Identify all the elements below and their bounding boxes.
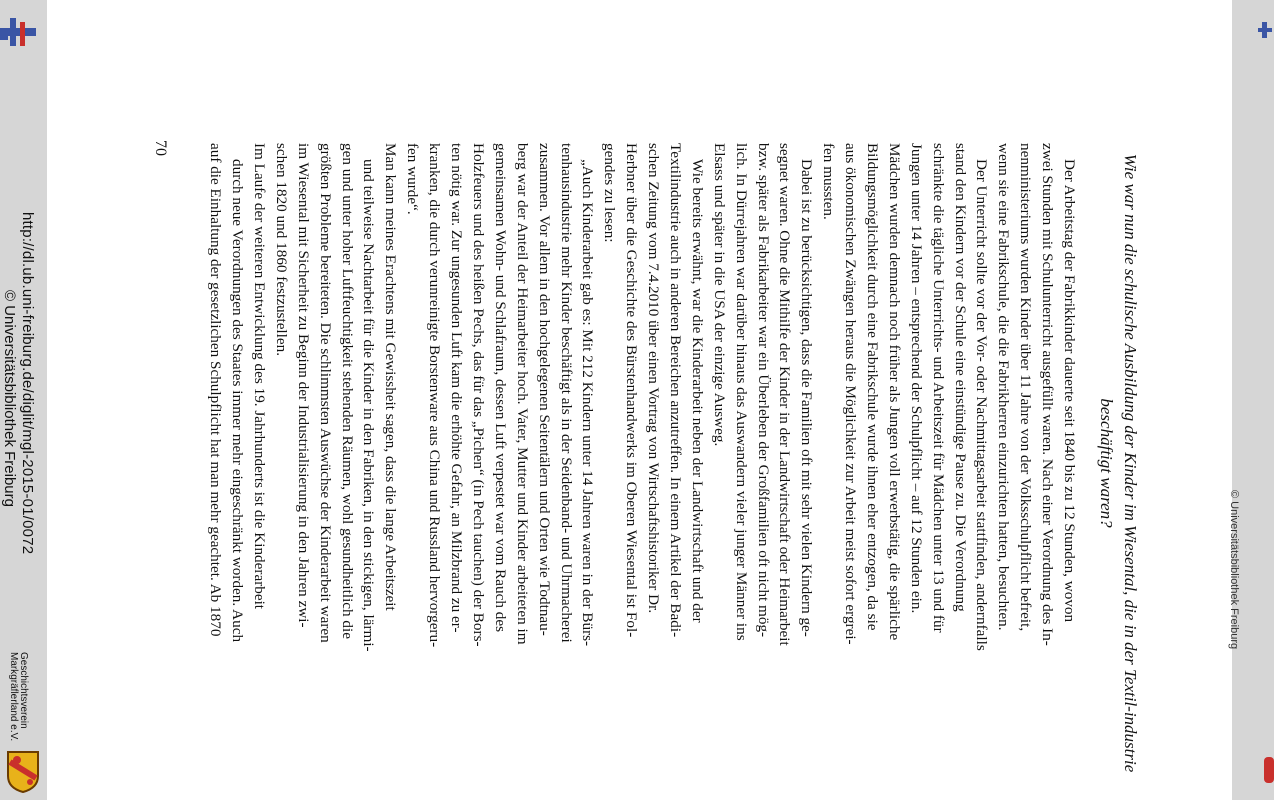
text-line: Dabei ist zu berücksichtigen, dass die Familien oft mit sehr vielen Kindern ge-	[798, 159, 816, 637]
source-url[interactable]: http://dl.ub.uni-freiburg.de/diglit/mgl-2015-01/0072	[19, 212, 36, 555]
text-line: schen Zeitung vom 7.4.2010 über einen Vortrag von Wirtschaftshistoriker Dr.	[645, 143, 663, 614]
section-title: Wie war nun die schulische Ausbildung der Kinder im Wiesental, die in der Textil-industrie beschäftigt waren?	[1097, 153, 1140, 773]
text-line: und teilweise Nachtarbeit für die Kinder in den Fabriken, in den stickigen, lärmi-	[360, 159, 378, 652]
society-crest-icon	[4, 748, 42, 794]
text-line: ten nötig war. Zur ungesunden Luft kam die erhöhte Gefahr, an Milzbrand zu er-	[448, 143, 466, 633]
text-line: zwei Stunden mit Schulunterricht ausgefüllt waren. Nach einer Verordnung des In-	[1039, 143, 1057, 646]
university-logo-icon	[0, 14, 40, 54]
text-line: kranken, die durch verunreinigte Borstenware aus China und Russland hervorgeru-	[426, 143, 444, 648]
text-line: schränkte die tägliche Unterrichts- und Arbeitszeit für Mädchen unter 13 und für	[929, 143, 947, 633]
text-line: Elsass und später in die USA der einzige Ausweg.	[710, 143, 728, 447]
text-line: segnet waren. Ohne die Mithilfe der Kinder in der Landwirtschaft oder Heimarbeit	[776, 143, 794, 646]
text-line: Jungen unter 14 Jahren – entsprechend der Schulpflicht – auf 12 Stunden ein.	[907, 143, 925, 614]
text-line: tenhausindustrie mehr Kinder beschäftigt als in der Seidenband- und Uhrmacherei	[557, 143, 575, 643]
text-line: nenministeriums wurden Kinder über 11 Jahre von der Volksschulpflicht befreit,	[1017, 143, 1035, 632]
right-viewer-panel	[1232, 0, 1274, 800]
text-line: Der Unterricht sollte vor der Vor- oder Nachmittagsarbeit stattfinden, andernfalls	[973, 159, 991, 651]
text-line: stand den Kindern vor der Schule eine einstündige Pause zu. Die Verordnung	[951, 143, 969, 612]
text-line: durch neue Verordnungen des Staates immer mehr eingeschränkt worden. Auch	[229, 159, 247, 643]
text-line: größten Probleme bereiteten. Die schlimmsten Auswüchse der Kinderarbeit waren	[316, 143, 334, 643]
text-line: gemeinsamen Wohn- und Schlafraum, dessen Luft verpestet war vom Rauch des	[491, 143, 509, 633]
edge-copyright: © Universitätsbibliothek Freiburg	[1228, 490, 1240, 650]
text-line: gendes zu lesen:	[601, 143, 619, 243]
text-line: Herbner über die Geschichte des Bürstenhandwerks im Oberen Wiesental ist Fol-	[623, 143, 641, 638]
text-line: gen und unter hoher Luftfeuchtigkeit stehenden Räumen, wohl gesundheitlich die	[338, 143, 356, 639]
text-line: fen mussten.	[820, 143, 838, 220]
text-line: Man kann meines Erachtens mit Gewissheit sagen, dass die lange Arbeitszeit	[382, 143, 400, 611]
text-line: Wie bereits erwähnt, war die Kinderarbeit neben der Landwirtschaft und der	[688, 159, 706, 623]
university-logo-fragment-icon	[1258, 18, 1272, 42]
text-line: auf die Einhaltung der gesetzlichen Schulpflicht hat man mehr geachtet. Ab 1870	[207, 143, 225, 637]
text-line: schen 1820 und 1860 festzustellen.	[272, 143, 290, 357]
edge-badge-icon	[1262, 755, 1274, 785]
society-line-2: Markgräflerland e.V.	[8, 652, 19, 742]
text-line: zusammen. Vor allem in den hochgelegenen Seitentälern und Orten wie Todtnau-	[535, 143, 553, 636]
text-line: Mädchen wurden demnach noch früher als Jungen voll erwerbstätig, die spärliche	[885, 143, 903, 641]
copyright-note: © Universitätsbibliothek Freiburg	[1, 290, 18, 507]
text-line: Der Arbeitstag der Fabrikkinder dauerte seit 1840 bis zu 12 Stunden, wovon	[1061, 159, 1078, 623]
society-name	[8, 652, 28, 741]
text-line: Im Laufe der weiteren Entwicklung des 19. Jahrhunderts ist die Kinderarbeit	[251, 143, 269, 610]
text-line: „Auch Kinderarbeit gab es: Mit 212 Kindern unter 14 Jahren waren in der Bürs-	[579, 159, 597, 647]
page-number: 70	[152, 140, 169, 156]
text-line: aus ökonomischen Zwängen heraus die Möglichkeit zur Arbeit meist sofort ergrei-	[842, 143, 860, 645]
text-line: fen wurde“.	[404, 143, 422, 215]
text-line: Holzfeuers und des heißen Pechs, das für das „Pichen“ (in Pech tauchen) der Bors-	[469, 143, 487, 647]
society-line-1: Geschichtsverein	[18, 652, 29, 729]
text-line: bzw. später als Fabrikarbeiter war ein Überleben der Großfamilien oft nicht mög-	[754, 143, 772, 638]
text-line: im Wiesental mit Sicherheit zu Beginn der Industrialisierung in den Jahren zwi-	[294, 143, 312, 628]
text-line: berg war der Anteil der Heimarbeiter hoch. Vater, Mutter und Kinder arbeiteten im	[513, 143, 531, 645]
text-line: Textilindustrie auch in anderen Bereichen anzutreffen. In einem Artikel der Badi-	[666, 143, 684, 638]
text-line: Bildungsmöglichkeit durch eine Fabrikschule wurde ihnen eher entzogen, da sie	[863, 143, 881, 631]
text-line: wenn sie eine Fabrikschule, die die Fabrikherren einzurichten hatten, besuchten.	[995, 143, 1013, 631]
text-line: lich. In Dürrejahren war darüber hinaus das Auswandern vieler junger Männer ins	[732, 143, 750, 641]
body-text	[204, 143, 1080, 773]
